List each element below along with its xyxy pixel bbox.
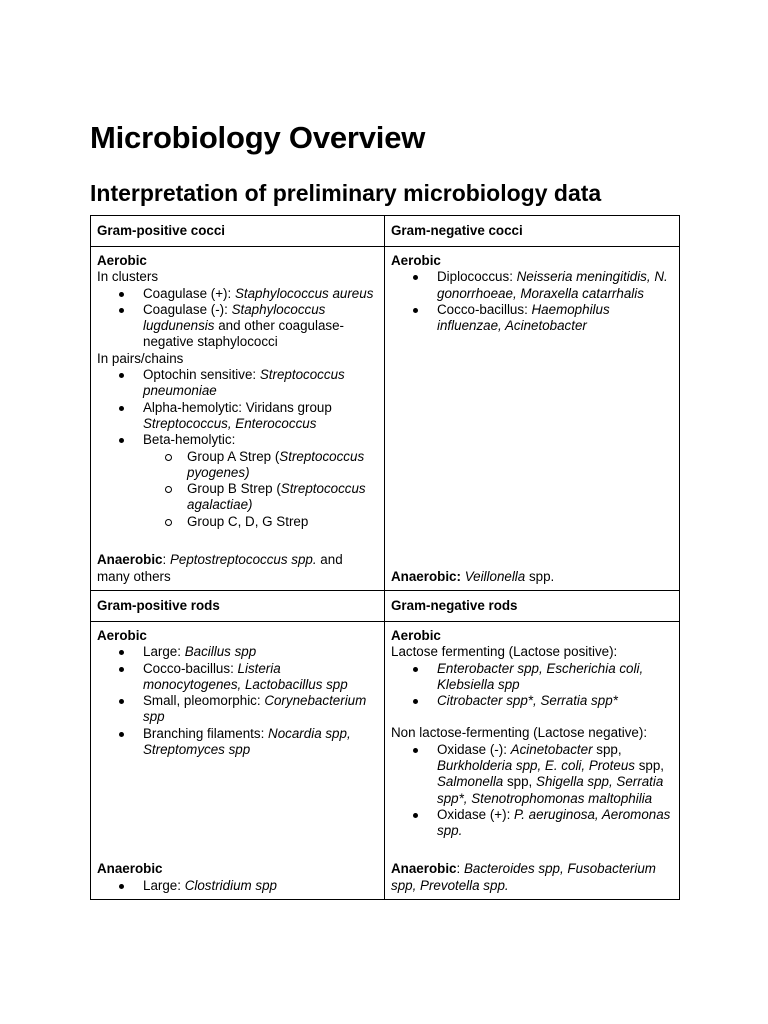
list-item: Diplococcus: Neisseria meningitidis, N. gonorrhoeae, Moraxella catarrhalis (391, 269, 673, 302)
cell-gram-negative-rods (385, 622, 680, 900)
cell-gram-positive-cocci (91, 247, 385, 591)
row-rods (91, 622, 680, 900)
row-cocci (91, 247, 680, 591)
list-item: Citrobacter spp*, Serratia spp* (391, 693, 673, 709)
lactose-positive-list (391, 661, 673, 710)
list-item: Optochin sensitive: Streptococcus pneumoniae (97, 367, 378, 400)
aerobic-label: Aerobic (391, 253, 441, 268)
list-item: Alpha-hemolytic: Viridans group Streptococcus, Enterococcus (97, 400, 378, 433)
list-item: Coagulase (+): Staphylococcus aureus (97, 286, 378, 302)
header-row-cocci (91, 216, 680, 247)
aerobic-label: Aerobic (391, 628, 441, 643)
list-item: Oxidase (-): Acinetobacter spp, Burkholderia spp, E. coli, Proteus spp, Salmonella spp, Shigella spp, Serratia spp*, Stenotrophomonas maltophilia (391, 742, 673, 807)
anaerobic-block: Anaerobic: Peptostreptococcus spp. and many others (97, 552, 343, 584)
aerobic-block (97, 628, 378, 758)
header-gram-positive-rods: Gram-positive rods (91, 591, 385, 622)
list-item: Coagulase (-): Staphylococcus lugdunensis and other coagulase-negative staphylococci (97, 302, 378, 351)
aerobic-label: Aerobic (97, 628, 147, 643)
subheading-in-clusters: In clusters (97, 269, 159, 285)
beta-sublist (143, 449, 378, 530)
list-item: Beta-hemolytic: Group A Strep (Streptococcus pyogenes) Group B Strep (Streptococcus agalactiae) Group C, D, G Strep (97, 432, 378, 530)
aerobic-block (97, 253, 378, 530)
list-item: Oxidase (+): P. aeruginosa, Aeromonas spp. (391, 807, 673, 840)
pairs-list (97, 367, 378, 530)
list-item: Small, pleomorphic: Corynebacterium spp (97, 693, 378, 726)
clusters-list (97, 286, 378, 351)
header-gram-positive-cocci: Gram-positive cocci (91, 216, 385, 247)
list-item: Group B Strep (Streptococcus agalactiae) (97, 481, 378, 514)
header-row-rods (91, 591, 680, 622)
list-item: Group A Strep (Streptococcus pyogenes) (97, 449, 378, 482)
anaerobic-list (97, 878, 378, 894)
gn-cocci-list (391, 269, 673, 334)
aerobic-label: Aerobic (97, 253, 147, 268)
lactose-negative-list (391, 742, 673, 840)
anaerobic-block: Anaerobic: Veillonella spp. (391, 568, 555, 584)
list-item: Large: Bacillus spp (97, 644, 378, 660)
cell-gram-positive-rods (91, 622, 385, 900)
subheading-lactose-positive: Lactose fermenting (Lactose positive): (391, 644, 618, 660)
gp-rods-list (97, 644, 378, 758)
header-gram-negative-cocci: Gram-negative cocci (385, 216, 680, 247)
microbiology-table (90, 215, 680, 900)
list-item: Large: Clostridium spp (97, 878, 378, 894)
subheading-lactose-negative: Non lactose-fermenting (Lactose negative): (391, 725, 648, 741)
anaerobic-block: Anaerobic: Bacteroides spp, Fusobacterium spp, Prevotella spp. (391, 861, 656, 893)
section-title: Interpretation of preliminary microbiology data (90, 180, 602, 206)
page-title: Microbiology Overview (90, 120, 426, 155)
cell-gram-negative-cocci (385, 247, 680, 591)
anaerobic-label: Anaerobic (97, 861, 163, 877)
list-item: Cocco-bacillus: Haemophilus influenzae, Acinetobacter (391, 302, 673, 335)
header-gram-negative-rods: Gram-negative rods (385, 591, 680, 622)
aerobic-block (391, 628, 673, 840)
list-item: Cocco-bacillus: Listeria monocytogenes, Lactobacillus spp (97, 661, 378, 694)
aerobic-block (391, 253, 673, 334)
list-item: Group C, D, G Strep (97, 514, 378, 530)
list-item: Enterobacter spp, Escherichia coli, Klebsiella spp (391, 661, 673, 694)
list-item: Branching filaments: Nocardia spp, Streptomyces spp (97, 726, 378, 759)
subheading-in-pairs: In pairs/chains (97, 350, 184, 366)
anaerobic-block (97, 861, 378, 894)
